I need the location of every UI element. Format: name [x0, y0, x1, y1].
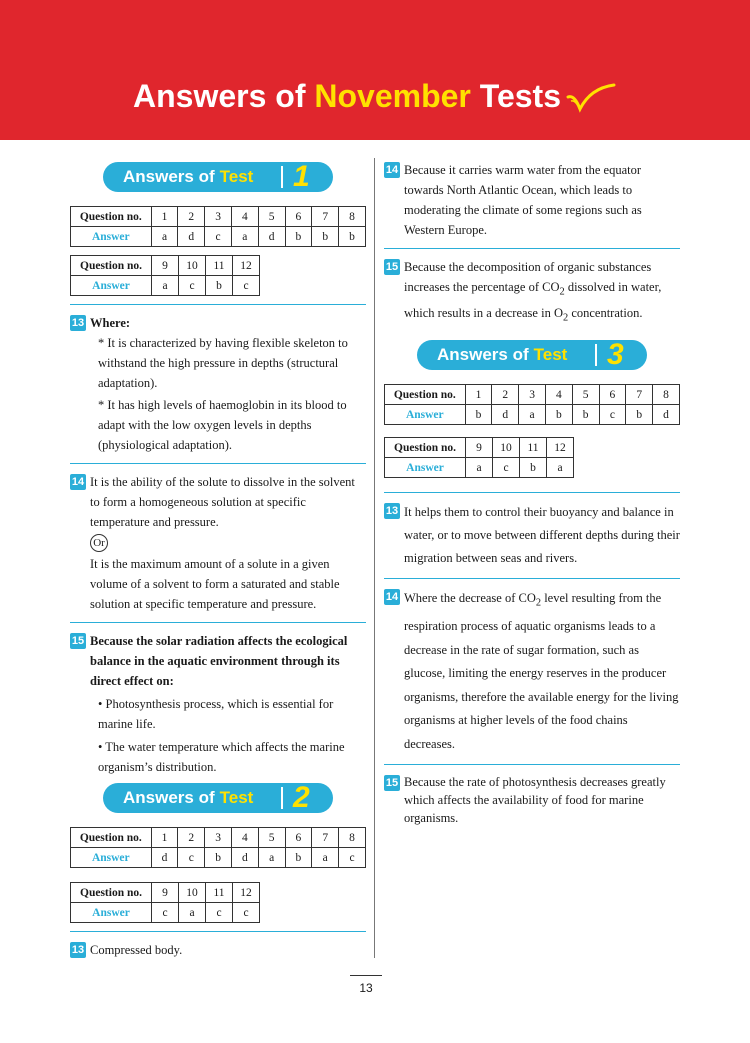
test2-q13: 13 Compressed body.: [71, 943, 183, 957]
test2-q15: 15 Because the decomposition of organic substances increases the percentage of $CO_2$ dissolved in water, which results in a decrease in $O_2$ concentration.: [385, 260, 662, 323]
page-title: Answers of November Tests: [0, 78, 750, 115]
test3-q13: 13 It helps them to control their buoyancy and balance in water, or to move between different depths during their migration between seas and rivers.: [385, 505, 680, 565]
header-banner: [0, 0, 750, 140]
right-column: [384, 160, 680, 827]
test3-q14: 14 Where the decrease of $CO_2$ level resulting from the respiration process of aquatic organisms leads to a decrease in the rate of sugar formation, such as glucose, limiting the energy reserves in the producer organisms, therefore the available energy for the living organisms at higher levels of the food chains decreases.: [385, 591, 679, 751]
column-divider: [374, 158, 375, 958]
test1-q13: 13 Where: * It is characterized by having flexible skeleton to withstand the high pressure in depths (structural adaptation). * It has high levels of haemoglobin in its blood to adapt with the low oxygen levels in depths (physiological adaptation).: [71, 316, 348, 452]
page-number: 13: [359, 981, 373, 995]
test3-answer-table-1: Question no. 1 2 3 4 5 6 7 8 Answer b d a b b c b d: [384, 384, 680, 425]
test2-heading: Answers of Test 2: [103, 783, 333, 813]
left-column: [70, 160, 366, 960]
test1-q15: 15 Because the solar radiation affects the ecological balance in the aquatic environment through its direct effect on: • Photosynthesis process, which is essential for marine life. • The water temperature which affects the marine organism’s distribution.: [71, 634, 348, 774]
test2-answer-table-1: Question no. 1 2 3 4 5 6 7 8 Answer d c b d a b a c: [70, 827, 366, 868]
test3-heading: Answers of Test 3: [417, 340, 647, 370]
test1-answer-table-1: Question no. 1 2 3 4 5 6 7 8 Answer a d c a d b b b: [70, 206, 366, 247]
test1-answer-table-2: Question no. 9 10 11 12 Answer a c b c: [70, 255, 260, 296]
test2-q14: 14 Because it carries warm water from the equator towards North Atlantic Ocean, which leads to moderating the climate of some regions such as Western Europe.: [385, 163, 642, 237]
test3-answer-table-2: Question no. 9 10 11 12 Answer a c b a: [384, 437, 574, 478]
page-number-rule: [350, 975, 382, 976]
checkmark-icon: [565, 83, 617, 115]
test1-heading: Answers of Test 1: [103, 162, 333, 192]
test1-q14: 14 It is the ability of the solute to dissolve in the solvent to form a homogeneous solution at specific temperature and pressure. Or It is the maximum amount of a solute in a given volume of a solvent to form a saturated and stable solution at specific temperature and pressure.: [71, 475, 355, 611]
test3-q15: 15 Because the rate of photosynthesis decreases greatly which affects the availability of food for marine organisms.: [385, 775, 666, 825]
test2-answer-table-2: Question no. 9 10 11 12 Answer c a c c: [70, 882, 260, 923]
